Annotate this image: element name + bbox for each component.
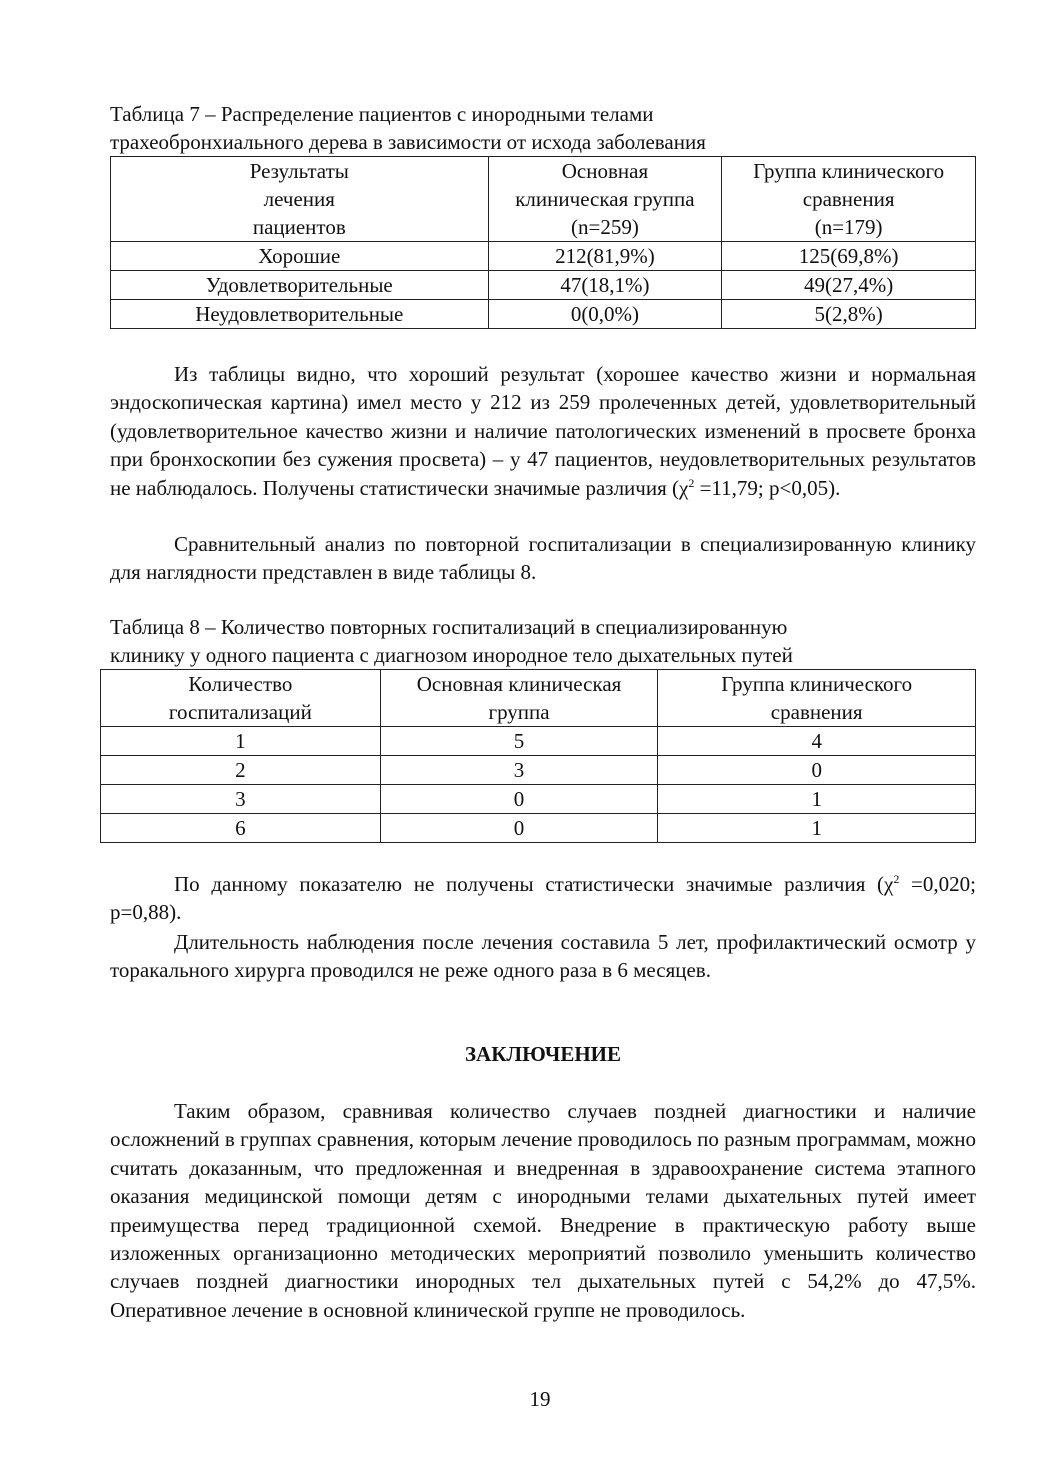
header-line: госпитализаций xyxy=(168,700,312,724)
paragraph-follow-up xyxy=(110,928,976,985)
table-cell: 49(27,4%) xyxy=(722,271,976,300)
table7 xyxy=(110,156,976,329)
table-cell: 5(2,8%) xyxy=(722,300,976,329)
paragraph-text: Длительность наблюдения после лечения составила 5 лет, профилактический осмотр у торакального хирурга проводился не реже одного раза в 6 месяцев. xyxy=(110,930,976,983)
table-cell: Хорошие xyxy=(111,242,489,271)
table8 xyxy=(100,669,976,843)
table-cell: Неудовлетворительные xyxy=(111,300,489,329)
paragraph-comparison xyxy=(110,530,976,587)
table-row xyxy=(101,756,976,785)
stat-suffix: =0,020; р=0,88). xyxy=(110,872,976,925)
paragraph-text: По данному показателю не получены статистически значимые различия (χ xyxy=(174,872,894,896)
table7-caption-line2: трахеобронхиального дерева в зависимости от исхода заболевания xyxy=(110,130,706,154)
table-row xyxy=(101,785,976,814)
table8-header-cell xyxy=(101,670,381,727)
table-cell: 6 xyxy=(101,814,381,843)
table-cell: 0 xyxy=(380,785,658,814)
table-cell: 212(81,9%) xyxy=(488,242,722,271)
header-line: Количество xyxy=(188,672,293,696)
paragraph-text: Таким образом, сравнивая количество случаев поздней диагностики и наличие осложнений в группах сравнения, которым лечение проводилось по разным программам, можно считать доказанным, что предложенная и внедренная в здравоохранение система этапного оказания медицинской помощи детям с инородными телами дыхательных путей имеет преимущества перед традиционной схемой. Внедрение в практическую работу выше изложенных организационно методических мероприятий позволило уменьшить количество случаев поздней диагностики инородных тел дыхательных путей с 54,2% до 47,5%. Оперативное лечение в основной клинической группе не проводилось. xyxy=(110,1099,976,1322)
chi-square-exponent: 2 xyxy=(893,872,900,886)
table-row xyxy=(111,300,976,329)
stat-suffix: =11,79; р<0,05). xyxy=(694,475,841,500)
table-row xyxy=(111,271,976,300)
table-cell: 125(69,8%) xyxy=(722,242,976,271)
table7-header-cell xyxy=(488,157,722,242)
table7-header-cell xyxy=(722,157,976,242)
table-cell: 4 xyxy=(658,727,976,756)
table-cell: 1 xyxy=(658,814,976,843)
paragraph-conclusion xyxy=(110,1097,976,1324)
header-line: Группа клинического xyxy=(753,159,945,183)
table8-header-row xyxy=(101,670,976,727)
table-cell: Удовлетворительные xyxy=(111,271,489,300)
paragraph-text: Из таблицы видно, что хороший результат (хорошее качество жизни и нормальная эндоскопическая картина) имел место у 212 из 259 пролеченных детей, удовлетворительный (удовлетворительное качество жизни и наличие патологических изменений в просвете бронха при бронхоскопии без сужения просвета) – у 47 пациентов, неудовлетворительных результатов не наблюдалось. xyxy=(110,362,976,500)
table-cell: 5 xyxy=(380,727,658,756)
header-line: Результаты xyxy=(249,159,349,183)
table-row xyxy=(101,727,976,756)
table-cell: 0 xyxy=(380,814,658,843)
table8-caption-line2: клинику у одного пациента с диагнозом инородное тело дыхательных путей xyxy=(110,643,793,667)
stat-prefix: Получены статистически значимые различия (χ xyxy=(262,475,689,500)
header-line: сравнения xyxy=(802,187,895,211)
header-line: сравнения xyxy=(770,700,863,724)
table-cell: 1 xyxy=(101,727,381,756)
header-line: Группа клинического xyxy=(721,672,913,696)
paragraph-no-difference xyxy=(110,870,976,927)
header-line: пациентов xyxy=(252,215,346,239)
table-cell: 2 xyxy=(101,756,381,785)
header-line: клиническая группа xyxy=(515,187,695,211)
header-line: Основная клиническая xyxy=(416,672,622,696)
table-cell: 3 xyxy=(101,785,381,814)
paragraph-text: Сравнительный анализ по повторной госпитализации в специализированную клинику для наглядности представлен в виде таблицы 8. xyxy=(110,532,976,585)
section-heading: ЗАКЛЮЧЕНИЕ xyxy=(464,1042,622,1066)
page-number: 19 xyxy=(529,1387,551,1411)
header-line: Основная xyxy=(561,159,649,183)
table8-caption-line1: Таблица 8 – Количество повторных госпитализаций в специализированную xyxy=(110,615,788,639)
table-row xyxy=(111,242,976,271)
header-line: (n=179) xyxy=(814,215,883,239)
table-cell: 1 xyxy=(658,785,976,814)
table-row xyxy=(101,814,976,843)
table8-header-cell xyxy=(380,670,658,727)
table-cell: 0(0,0%) xyxy=(488,300,722,329)
table-cell: 3 xyxy=(380,756,658,785)
header-line: группа xyxy=(488,700,550,724)
table7-header-row xyxy=(111,157,976,242)
chi-square-exponent: 2 xyxy=(688,475,695,490)
table7-caption-line1: Таблица 7 – Распределение пациентов с инородными телами xyxy=(110,102,654,126)
paragraph-results xyxy=(110,360,976,502)
table7-header-cell xyxy=(111,157,489,242)
table-cell: 0 xyxy=(658,756,976,785)
table-cell: 47(18,1%) xyxy=(488,271,722,300)
header-line: лечения xyxy=(263,187,335,211)
header-line: (n=259) xyxy=(571,215,639,239)
table8-header-cell xyxy=(658,670,976,727)
